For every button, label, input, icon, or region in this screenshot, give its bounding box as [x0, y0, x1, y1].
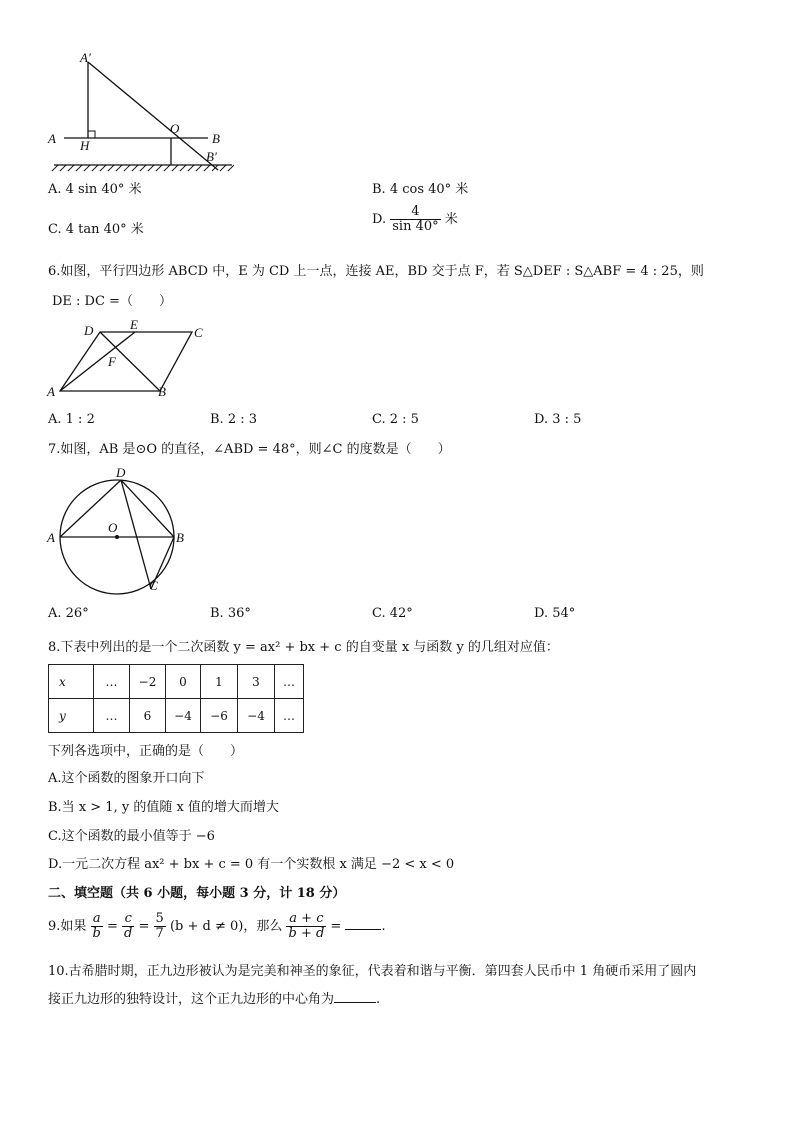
q9-f3-num: 5 [155, 911, 164, 926]
q8-value-table [48, 664, 304, 733]
table-cell: −6 [201, 699, 238, 733]
segment-ae [60, 332, 135, 391]
q9-f1-den: b [92, 926, 101, 941]
q9-fraction-a-b [91, 912, 103, 941]
q5-option-d-prefix: D. [372, 212, 387, 227]
table-cell: … [275, 699, 304, 733]
table-cell: 3 [238, 665, 275, 699]
table-cell: 0 [166, 665, 201, 699]
label-a: A [47, 384, 55, 399]
label-d: D [116, 465, 126, 480]
section-heading: 二、填空题（共 6 小题，每小题 3 分，计 18 分） [48, 886, 346, 901]
q9-f2-num: c [122, 912, 134, 927]
label-b: B [158, 384, 166, 399]
q6-stem-line2: DE : DC =（ ） [52, 294, 172, 309]
q10-line1: 10.古希腊时期，正九边形被认为是完美和神圣的象征，代表着和谐与平衡．第四套人民币中 1 角硬币采用了圆内 [48, 964, 697, 979]
q5-option-b: B. 4 cos 40° 米 [372, 182, 469, 197]
q6-option-b: B. 2 : 3 [210, 412, 258, 427]
q5-option-d-fraction [390, 205, 440, 234]
q6-option-a: A. 1 : 2 [48, 412, 95, 427]
q9-f2-den: d [124, 926, 133, 941]
q5-option-a: A. 4 sin 40° 米 [48, 182, 142, 197]
q9-f4-num: a + c [286, 912, 326, 927]
q7-option-d: D. 54° [534, 606, 576, 621]
parallelogram-abcd [60, 332, 192, 391]
slant-segment [88, 62, 218, 170]
table-cell: −2 [130, 665, 166, 699]
label-a: A [48, 131, 56, 146]
q9-fraction-result [286, 912, 326, 941]
q7-option-c: C. 42° [372, 606, 413, 621]
q9-line: 9.如果 $\frac{a}{b}$ = $\frac{c}{d}$ = $\frac{5}{7}$ (b + d ≠ 0)，那么 $\frac{a + c}{b + d}$ = . [48, 911, 386, 941]
table-cell: −4 [166, 699, 201, 733]
q9-condition: (b + d ≠ 0)，那么 [169, 919, 283, 934]
label-c: C [194, 325, 203, 340]
q5-option-d [372, 205, 458, 234]
q6-figure [40, 318, 220, 402]
label-c: C [149, 578, 158, 593]
table-cell: … [94, 665, 130, 699]
q8-stem: 8.下表中列出的是一个二次函数 y = ax² + bx + c 的自变量 x 与函数 y 的几组对应值： [48, 640, 559, 655]
q7-stem: 7.如图，AB 是⊙O 的直径，∠ABD = 48°，则∠C 的度数是（ ） [48, 442, 451, 457]
label-a: A [47, 530, 55, 545]
q7-option-a: A. 26° [48, 606, 89, 621]
q9-f3-den: 7 [155, 926, 164, 941]
label-o: O [170, 121, 180, 136]
label-b-prime: B′ [206, 149, 217, 164]
q8-option-b: B.当 x > 1, y 的值随 x 值的增大而增大 [48, 800, 279, 815]
q6-stem-line1: 6.如图，平行四边形 ABCD 中，E 为 CD 上一点，连接 AE，BD 交于点 F，若 S△DEF : S△ABF = 4 : 25，则 [48, 264, 704, 279]
label-b: B [176, 530, 184, 545]
table-cell: … [275, 665, 304, 699]
table-cell: x [49, 665, 94, 699]
table-cell: … [94, 699, 130, 733]
table-cell: 6 [130, 699, 166, 733]
q10-line2: 接正九边形的独特设计，这个正九边形的中心角为 [48, 992, 335, 1007]
q10-line2-wrap [48, 988, 380, 1007]
q5-figure [40, 48, 240, 173]
q5-option-d-numerator: 4 [390, 205, 440, 220]
table-row [49, 699, 304, 733]
table-cell: y [49, 699, 94, 733]
q5-option-d-denominator: sin 40° [392, 219, 439, 234]
right-angle-mark [88, 131, 95, 138]
ground-hatching [52, 165, 234, 171]
q9-fraction-5-7 [154, 912, 166, 941]
label-e: E [130, 318, 138, 332]
q8-option-c: C.这个函数的最小值等于 −6 [48, 829, 215, 844]
table-row [49, 665, 304, 699]
q8-option-a: A.这个函数的图象开口向下 [48, 771, 205, 786]
q7-option-b: B. 36° [210, 606, 251, 621]
q10-answer-blank[interactable] [334, 990, 376, 1003]
label-b: B [212, 131, 220, 146]
q6-option-d: D. 3 : 5 [534, 412, 582, 427]
q9-f4-den: b + d [288, 926, 325, 941]
q9-f1-num: a [91, 912, 103, 927]
label-f: F [108, 354, 116, 369]
label-a-prime: A′ [80, 50, 91, 65]
q9-answer-blank[interactable] [345, 917, 381, 930]
q9-suffix: . [381, 919, 386, 934]
q9-prefix: 9.如果 [48, 919, 87, 934]
label-h: H [80, 138, 90, 153]
table-cell: 1 [201, 665, 238, 699]
q10-end: . [376, 992, 381, 1007]
label-o: O [108, 520, 118, 535]
q6-option-c: C. 2 : 5 [372, 412, 419, 427]
q7-figure [40, 462, 200, 600]
q9-fraction-c-d [122, 912, 134, 941]
q8-question: 下列各选项中，正确的是（ ） [48, 744, 244, 759]
q8-option-d: D.一元二次方程 ax² + bx + c = 0 有一个实数根 x 满足 −2 < x < 0 [48, 857, 455, 872]
q5-option-d-unit: 米 [444, 212, 458, 227]
table-cell: −4 [238, 699, 275, 733]
center-dot [115, 535, 119, 539]
q5-option-c: C. 4 tan 40° 米 [48, 222, 144, 237]
label-d: D [84, 323, 94, 338]
